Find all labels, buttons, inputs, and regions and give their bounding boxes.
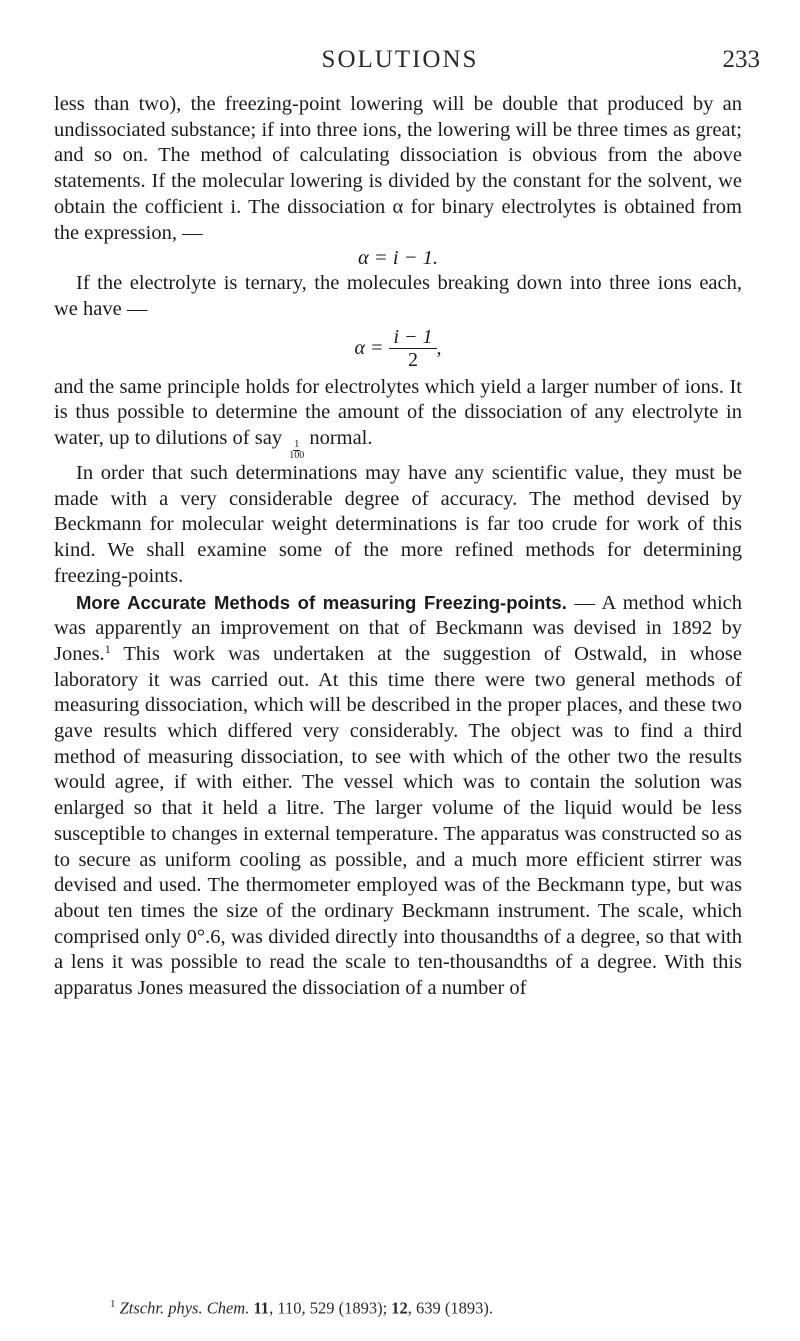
equation-ternary-dissociation: [54, 323, 742, 375]
paragraph-continuation: less than two), the freezing-point lowering will be double that produced by an undissociated substance; if into three ions, the lowering will be three times as great; and so on. The method of calculating dissociation is obvious from the above statements. If the molecular lowering is divided by the constant for the solvent, we obtain the cofficient i. The dissociation α for binary electrolytes is obtained from the expression, —: [54, 93, 742, 244]
section-heading: More Accurate Methods of measuring Freezing-points.: [76, 591, 567, 613]
footnote-volume-1: 11: [253, 1298, 270, 1318]
dilution-fraction: [289, 440, 304, 461]
fraction-numerator: i − 1: [389, 326, 436, 349]
page-number: 233: [722, 46, 760, 73]
footnote-reference-mark[interactable]: 1: [104, 641, 111, 656]
equation-lhs: α =: [354, 336, 384, 359]
equation-fraction: [389, 326, 436, 371]
equation-binary-dissociation: α = i − 1.: [358, 247, 438, 270]
paragraph-principle: [54, 375, 742, 461]
paragraph-jones-method: [54, 590, 742, 1002]
paragraph-principle-end: normal.: [309, 427, 373, 450]
paragraph-accuracy: In order that such determinations may have any scientific value, they must be made with a very considerable degree of accuracy. The method devised by Beckmann for molecular weight determinations is far too crude for work of this kind. We shall examine some of the more refined methods for determining freezing-points.: [54, 462, 742, 587]
footnote-ref-2-details: , 639 (1893).: [407, 1298, 494, 1318]
footnote-journal: Ztschr. phys. Chem.: [119, 1298, 250, 1318]
paragraph-ternary: If the electrolyte is ternary, the molecules breaking down into three ions each, we have —: [54, 272, 742, 320]
jones-intro-text: — A method which was apparently an improvement on that of Beckmann was devised in 1892 by Jones.: [54, 591, 742, 665]
body-text: [54, 92, 742, 1002]
fraction-denominator: 2: [408, 349, 418, 372]
footnote-ref-1-details: , 110, 529 (1893);: [269, 1298, 392, 1318]
footnote: [110, 1298, 493, 1319]
footnote-mark: 1: [110, 1298, 116, 1310]
running-title: SOLUTIONS: [321, 46, 479, 73]
footnote-volume-2: 12: [391, 1298, 408, 1318]
dilution-fraction-numerator: 1: [294, 439, 300, 451]
dilution-fraction-denominator: 100: [289, 450, 305, 462]
jones-body-text: This work was undertaken at the suggestion of Ostwald, in whose laboratory it was carried out. At this time there were two general methods of measuring dissociation, which will be described in the proper places, and these two gave results which differed very considerably. The object was to find a third method of measuring dissociation, to see with which of the other two the results would agree, if with either. The vessel which was to contain the solution was enlarged so that it held a litre. The larger volume of the liquid would be less susceptible to changes in external temperature. The apparatus was constructed so as to secure as uniform cooling as possible, and a much more efficient stirrer was devised and used. The thermometer employed was of the Beckmann type, but was about ten times the size of the ordinary Beckmann instrument. The scale, which comprised only 0°.6, was divided directly into thousandths of a degree, so that with a lens it was possible to read the scale to ten-thousandths of a degree. With this apparatus Jones measured the dissociation of a number of: [54, 642, 742, 1000]
paragraph-principle-text: and the same principle holds for electrolytes which yield a larger number of ions. It is thus possible to determine the amount of the dissociation of any electrolyte in water, up to dilutions of say: [54, 375, 742, 450]
running-head: [40, 46, 760, 78]
equation-trailing-comma: ,: [436, 336, 442, 359]
